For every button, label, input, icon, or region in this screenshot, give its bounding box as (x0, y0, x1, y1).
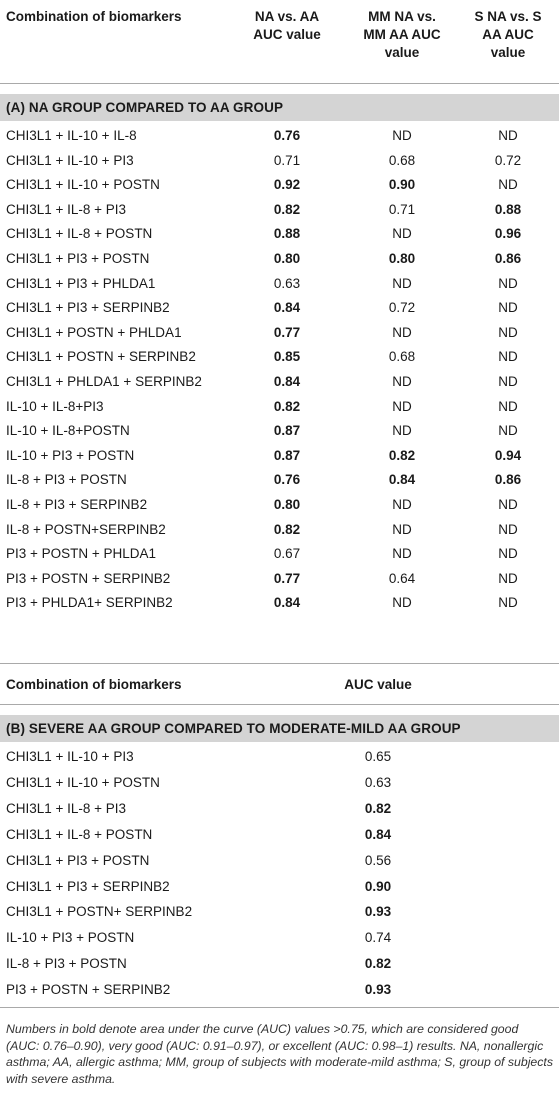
auc-value: 0.63 (364, 774, 392, 790)
severe-auc: ND (498, 521, 518, 537)
severe-auc: 0.86 (494, 472, 522, 488)
mm-auc: ND (392, 275, 412, 291)
auc-value: 0.82 (364, 800, 392, 816)
biomarker-combination: CHI3L1 + IL-10 + POSTN (6, 177, 160, 193)
biomarker-combination: PI3 + PHLDA1+ SERPINB2 (6, 595, 173, 611)
header-b-col-auc: AUC value (344, 677, 412, 692)
severe-auc: ND (498, 595, 518, 611)
severe-auc: ND (498, 570, 518, 586)
section-b-title: (B) SEVERE AA GROUP COMPARED TO MODERATE-MILD AA GROUP (6, 721, 461, 736)
severe-auc: ND (498, 324, 518, 340)
biomarker-combination: PI3 + POSTN + PHLDA1 (6, 546, 157, 562)
header-rule-b (0, 704, 559, 705)
mm-auc: ND (392, 374, 412, 389)
auc-value: 0.84 (364, 826, 392, 842)
table-row (0, 345, 559, 370)
severe-auc: ND (498, 423, 518, 439)
header-b-col-combination: Combination of biomarkers (6, 677, 182, 692)
table-row (0, 978, 559, 1003)
biomarker-combination: IL-8 + PI3 + POSTN (6, 956, 127, 972)
na-vs-aa-auc: 0.67 (273, 546, 301, 562)
severe-auc: ND (498, 349, 518, 365)
na-vs-aa-auc: 0.88 (273, 226, 301, 242)
biomarker-combination: PI3 + POSTN + SERPINB2 (6, 570, 171, 586)
header-col-mm: MM NA vs. MM AA AUC value (363, 9, 441, 60)
biomarker-combination: IL-10 + PI3 + POSTN (6, 930, 135, 946)
mm-auc: ND (392, 226, 412, 242)
biomarker-combination: CHI3L1 + POSTN+ SERPINB2 (6, 904, 193, 920)
mm-auc: 0.72 (388, 300, 416, 316)
table-row (0, 468, 559, 493)
biomarker-combination: IL-8 + POSTN+SERPINB2 (6, 521, 166, 537)
severe-auc: ND (498, 374, 518, 389)
severe-auc: 0.86 (494, 251, 522, 266)
table-header-b (0, 676, 559, 696)
mm-auc: 0.80 (388, 251, 416, 266)
header-col-na-vs-aa: NA vs. AA AUC value (253, 9, 321, 42)
header-rule-a (0, 83, 559, 84)
table-row (0, 591, 559, 616)
table-footnote: Numbers in bold denote area under the curve (AUC) values >0.75, which are considered good (AUC: 0.76–0.90), very good (AUC: 0.91–0.97), or excellent (AUC: 0.98–1) results. NA, nonallergic asthma; AA, allergic asthma; MM, group of subjects with moderate-mild asthma; S, group of subjects with severe asthma. (6, 1022, 553, 1086)
mm-auc: 0.90 (388, 177, 416, 193)
biomarker-combination: IL-10 + PI3 + POSTN (6, 447, 135, 463)
table-bottom-rule (0, 1007, 559, 1008)
table-header-a (0, 8, 559, 78)
severe-auc: ND (498, 275, 518, 291)
table-row (0, 518, 559, 543)
na-vs-aa-auc: 0.63 (273, 275, 301, 291)
table-row (0, 771, 559, 796)
mm-auc: ND (392, 546, 412, 562)
biomarker-combination: IL-8 + PI3 + SERPINB2 (6, 497, 148, 512)
table-row (0, 247, 559, 272)
biomarker-combination: CHI3L1 + POSTN + PHLDA1 (6, 324, 182, 340)
biomarker-combination: CHI3L1 + PI3 + POSTN (6, 852, 150, 868)
severe-auc: ND (498, 128, 518, 143)
mm-auc: ND (392, 521, 412, 537)
na-vs-aa-auc: 0.71 (273, 152, 301, 168)
severe-auc: ND (498, 398, 518, 414)
table-row (0, 900, 559, 925)
table-row (0, 444, 559, 469)
table-row (0, 797, 559, 822)
na-vs-aa-auc: 0.84 (273, 595, 301, 611)
mm-auc: 0.68 (388, 152, 416, 168)
table-row (0, 370, 559, 395)
mm-auc: 0.84 (388, 472, 416, 488)
table-row (0, 542, 559, 567)
severe-auc: 0.72 (494, 152, 522, 168)
table-row (0, 567, 559, 592)
table-row (0, 296, 559, 321)
na-vs-aa-auc: 0.76 (273, 472, 301, 488)
table-row (0, 926, 559, 951)
table-row (0, 321, 559, 346)
header-col-severe: S NA vs. S AA AUC value (474, 9, 542, 60)
mm-auc: ND (392, 423, 412, 439)
biomarker-combination: IL-10 + IL-8+PI3 (6, 398, 104, 414)
biomarker-combination: CHI3L1 + PI3 + PHLDA1 (6, 275, 156, 291)
na-vs-aa-auc: 0.77 (273, 324, 301, 340)
na-vs-aa-auc: 0.77 (273, 570, 301, 586)
table-row (0, 823, 559, 848)
biomarker-combination: CHI3L1 + IL-10 + PI3 (6, 749, 134, 764)
severe-auc: ND (498, 546, 518, 562)
table-row (0, 149, 559, 174)
section-a-title: (A) NA GROUP COMPARED TO AA GROUP (6, 100, 284, 115)
table-row (0, 419, 559, 444)
severe-auc: 0.96 (494, 226, 522, 242)
severe-auc: ND (498, 300, 518, 316)
mm-auc: 0.64 (388, 570, 416, 586)
auc-value: 0.93 (364, 904, 392, 920)
table-row (0, 124, 559, 149)
section-b-band (0, 715, 559, 742)
biomarker-combination: CHI3L1 + PHLDA1 + SERPINB2 (6, 374, 202, 389)
mm-auc: ND (392, 128, 412, 143)
na-vs-aa-auc: 0.80 (273, 497, 301, 512)
auc-value: 0.56 (364, 852, 392, 868)
biomarker-combination: IL-10 + IL-8+POSTN (6, 423, 130, 439)
table-row (0, 395, 559, 420)
biomarker-combination: CHI3L1 + PI3 + POSTN (6, 251, 150, 266)
biomarker-combination: CHI3L1 + PI3 + SERPINB2 (6, 878, 170, 894)
mm-auc: 0.82 (388, 447, 416, 463)
na-vs-aa-auc: 0.82 (273, 398, 301, 414)
na-vs-aa-auc: 0.92 (273, 177, 301, 193)
biomarker-combination: CHI3L1 + IL-8 + POSTN (6, 826, 153, 842)
table-row (0, 493, 559, 518)
auc-value: 0.93 (364, 982, 392, 998)
severe-auc: 0.88 (494, 201, 522, 217)
biomarker-combination: CHI3L1 + IL-8 + PI3 (6, 201, 127, 217)
auc-value: 0.82 (364, 956, 392, 972)
na-vs-aa-auc: 0.87 (273, 447, 301, 463)
auc-value: 0.65 (364, 749, 392, 764)
biomarker-combination: CHI3L1 + IL-8 + PI3 (6, 800, 127, 816)
biomarker-combination: CHI3L1 + IL-10 + POSTN (6, 774, 160, 790)
na-vs-aa-auc: 0.84 (273, 300, 301, 316)
mm-auc: 0.71 (388, 201, 416, 217)
severe-auc: ND (498, 177, 518, 193)
table-row (0, 198, 559, 223)
mm-auc: ND (392, 595, 412, 611)
table-row (0, 952, 559, 977)
table-row (0, 875, 559, 900)
severe-auc: 0.94 (494, 447, 522, 463)
biomarker-combination: CHI3L1 + IL-10 + PI3 (6, 152, 134, 168)
table-row (0, 222, 559, 247)
severe-auc: ND (498, 497, 518, 512)
na-vs-aa-auc: 0.80 (273, 251, 301, 266)
mm-auc: 0.68 (388, 349, 416, 365)
table-row (0, 173, 559, 198)
biomarker-combination: CHI3L1 + IL-8 + POSTN (6, 226, 153, 242)
header-col-combination: Combination of biomarkers (6, 9, 182, 24)
mm-auc: ND (392, 497, 412, 512)
mm-auc: ND (392, 398, 412, 414)
mm-auc: ND (392, 324, 412, 340)
table-row (0, 272, 559, 297)
na-vs-aa-auc: 0.82 (273, 521, 301, 537)
na-vs-aa-auc: 0.84 (273, 374, 301, 389)
auc-value: 0.90 (364, 878, 392, 894)
table-row (0, 745, 559, 770)
na-vs-aa-auc: 0.82 (273, 201, 301, 217)
biomarker-combination: IL-8 + PI3 + POSTN (6, 472, 127, 488)
na-vs-aa-auc: 0.85 (273, 349, 301, 365)
biomarker-combination: CHI3L1 + POSTN + SERPINB2 (6, 349, 196, 365)
biomarker-combination: CHI3L1 + IL-10 + IL-8 (6, 128, 137, 143)
biomarker-combination: PI3 + POSTN + SERPINB2 (6, 982, 171, 998)
section-a-band (0, 94, 559, 121)
na-vs-aa-auc: 0.76 (273, 128, 301, 143)
biomarker-combination: CHI3L1 + PI3 + SERPINB2 (6, 300, 170, 316)
section-a-bottom-rule (0, 663, 559, 664)
auc-value: 0.74 (364, 930, 392, 946)
na-vs-aa-auc: 0.87 (273, 423, 301, 439)
table-row (0, 849, 559, 874)
